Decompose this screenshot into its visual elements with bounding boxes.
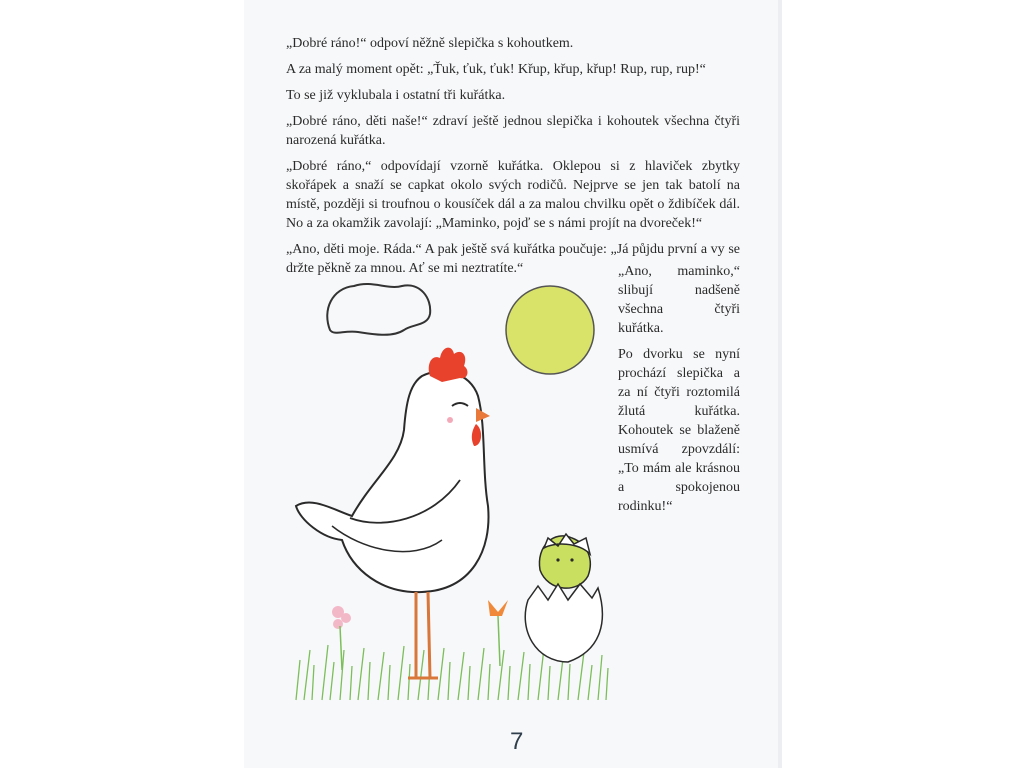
story-paragraph: A za malý moment opět: „Ťuk, ťuk, ťuk! Křup, křup, křup! Rup, rup, rup!“ (286, 62, 706, 77)
hen-and-chick-illustration (292, 270, 612, 705)
story-paragraph: „Ano, děti moje. Ráda.“ A pak ještě svá kuřátka poučuje: „Já půjdu první a vy se držte pěkně za mnou. Ať se mi neztratíte.“ (286, 242, 740, 276)
story-paragraph: „Dobré ráno, děti naše!“ zdraví ještě jednou slepička i kohoutek všechna čtyři narozená kuřátka. (286, 114, 740, 148)
story-paragraph: „Dobré ráno!“ odpoví něžně slepička s kohoutkem. (286, 36, 574, 51)
story-paragraph: To se již vyklubala i ostatní tři kuřátka. (286, 88, 506, 103)
sun-drawing (506, 286, 594, 374)
side-text (618, 262, 740, 523)
page-number: 7 (510, 728, 524, 755)
cloud-drawing (327, 284, 430, 335)
hen-legs (408, 592, 438, 678)
book-page (244, 0, 782, 768)
chick-in-egg-drawing (525, 534, 602, 662)
hen-comb (429, 348, 468, 382)
side-paragraph: „Ano, maminko,“ slibují nadšeně všechna čtyři kuřátka. (618, 264, 740, 336)
story-text (286, 34, 740, 278)
story-paragraph: „Dobré ráno,“ odpovídají vzorně kuřátka. Oklepou si z hlaviček zbytky skořápek a snaží se capkat okolo svých rodičů. Nejprve se jen tak batolí na místě, později si troufnou o kousíček dál a za malou chvilku opět o ždibíček dál. No a za okamžik zavolají: „Maminko, pojď se s námi projít na dvoreček!“ (286, 159, 740, 231)
flower-drawing (332, 600, 508, 670)
hen-beak (476, 408, 490, 422)
hen-drawing (296, 348, 490, 678)
hen-cheek (447, 417, 453, 423)
side-paragraph: Po dvorku se nyní prochází slepička a za ní čtyři roztomilá žlutá kuřátka. Kohoutek se blaženě usmívá zpovzdálí: „To mám ale krásnou a spokojenou rodinku!“ (618, 347, 740, 514)
page-edge (778, 0, 782, 768)
